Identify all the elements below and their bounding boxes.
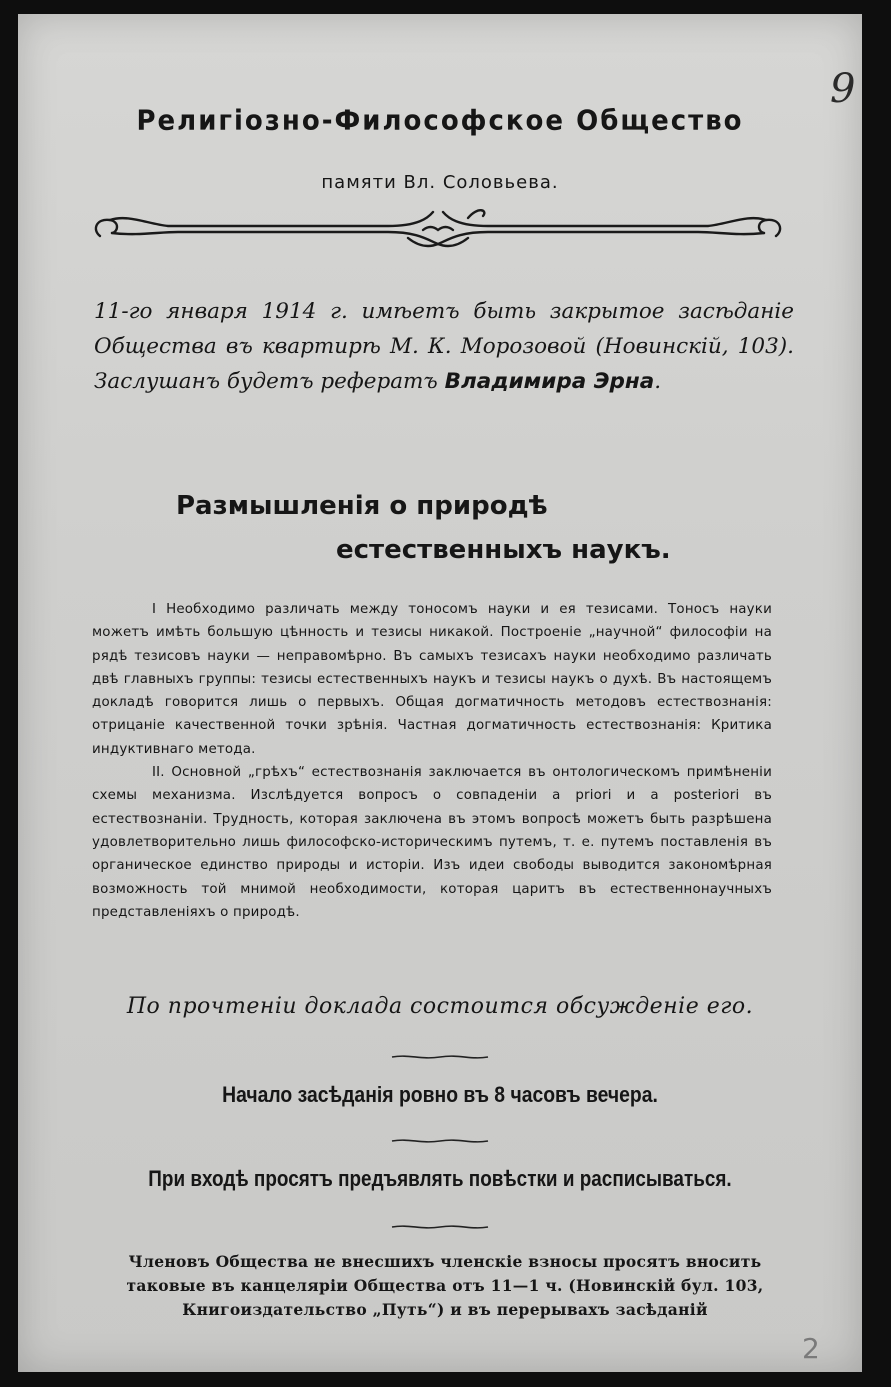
discussion-note: По прочтенiи доклада состоится обсужденiе его.: [126, 994, 754, 1019]
separator-2: [390, 1138, 490, 1144]
abstract-paragraph-1: I Необходимо различать между тоносомъ науки и ея тезисами. Тоносъ науки можетъ имѣть большую цѣнность и тезисы никакой. Построенiе „научной“ философiи на рядѣ тезисовъ науки — неправомѣрно. Въ самыхъ тезисахъ науки необходимо различать двѣ главныхъ группы: тезисы естественныхъ наукъ и тезисы наукъ о духѣ. Въ настоящемъ докладѣ говорится лишь о первыхъ. Общая догматичность методовъ естествознанiя: отрицанiе качественной точки зрѣнiя. Частная догматичность естествознанiя: Критика индуктивнаго метода.: [92, 602, 772, 757]
lecture-title-line-1: Размышленiя о природѣ: [176, 491, 548, 521]
document-sheet: [18, 14, 862, 1372]
announcement-text: [94, 294, 794, 399]
lecture-abstract: [92, 598, 772, 924]
dues-line-1: Членовъ Общества не внесшихъ членскiе взносы просятъ вносить: [128, 1252, 762, 1271]
dues-line-3: Книгоиздательство „Путь“) и въ перерывахъ засѣданiй: [182, 1300, 708, 1319]
corner-pencil-mark: 2: [802, 1332, 820, 1365]
announcement-body: 11-го января 1914 г. имѣетъ быть закрытое засѣданiе Общества въ квартирѣ М. К. Морозовой (Новинскiй, 103). Заслушанъ будетъ рефератъ: [94, 299, 794, 394]
entry-notice: При входѣ просятъ предъявлять повѣстки и расписываться.: [148, 1166, 732, 1191]
society-title: Религiозно-Философское Общество: [136, 105, 744, 137]
lecture-title-line-2: естественныхъ наукъ.: [336, 535, 671, 565]
separator-3: [390, 1224, 490, 1230]
society-subtitle: памяти Вл. Соловьева.: [321, 172, 559, 193]
membership-dues-note: [80, 1250, 810, 1322]
speaker-name: Владимира Эрна: [444, 369, 655, 394]
page-number: 9: [830, 66, 856, 112]
ornament-divider: [88, 200, 788, 250]
start-time-notice: Начало засѣданiя ровно въ 8 часовъ вечера.: [222, 1082, 658, 1107]
dues-line-2: таковые въ канцелярiи Общества отъ 11—1 ч. (Новинскiй бул. 103,: [126, 1276, 764, 1295]
separator-1: [390, 1054, 490, 1060]
lecture-title: [166, 484, 726, 572]
abstract-paragraph-2: II. Основной „грѣхъ“ естествознанiя заключается въ онтологическомъ примѣненiи схемы механизма. Изслѣдуется вопросъ о совпаденiи a priori и a posteriori въ естествознанiи. Трудность, которая заключена въ этомъ вопросѣ можетъ быть разрѣшена удовлетворительно лишь философско-историческимъ путемъ, т. е. путемъ поставленiя въ органическое единство природы и исторiи. Изъ идеи свободы выводится закономѣрная возможность той мнимой необходимости, которая царитъ въ естественнонаучныхъ представленiяхъ о природѣ.: [92, 765, 772, 920]
announcement-end: .: [654, 369, 662, 394]
